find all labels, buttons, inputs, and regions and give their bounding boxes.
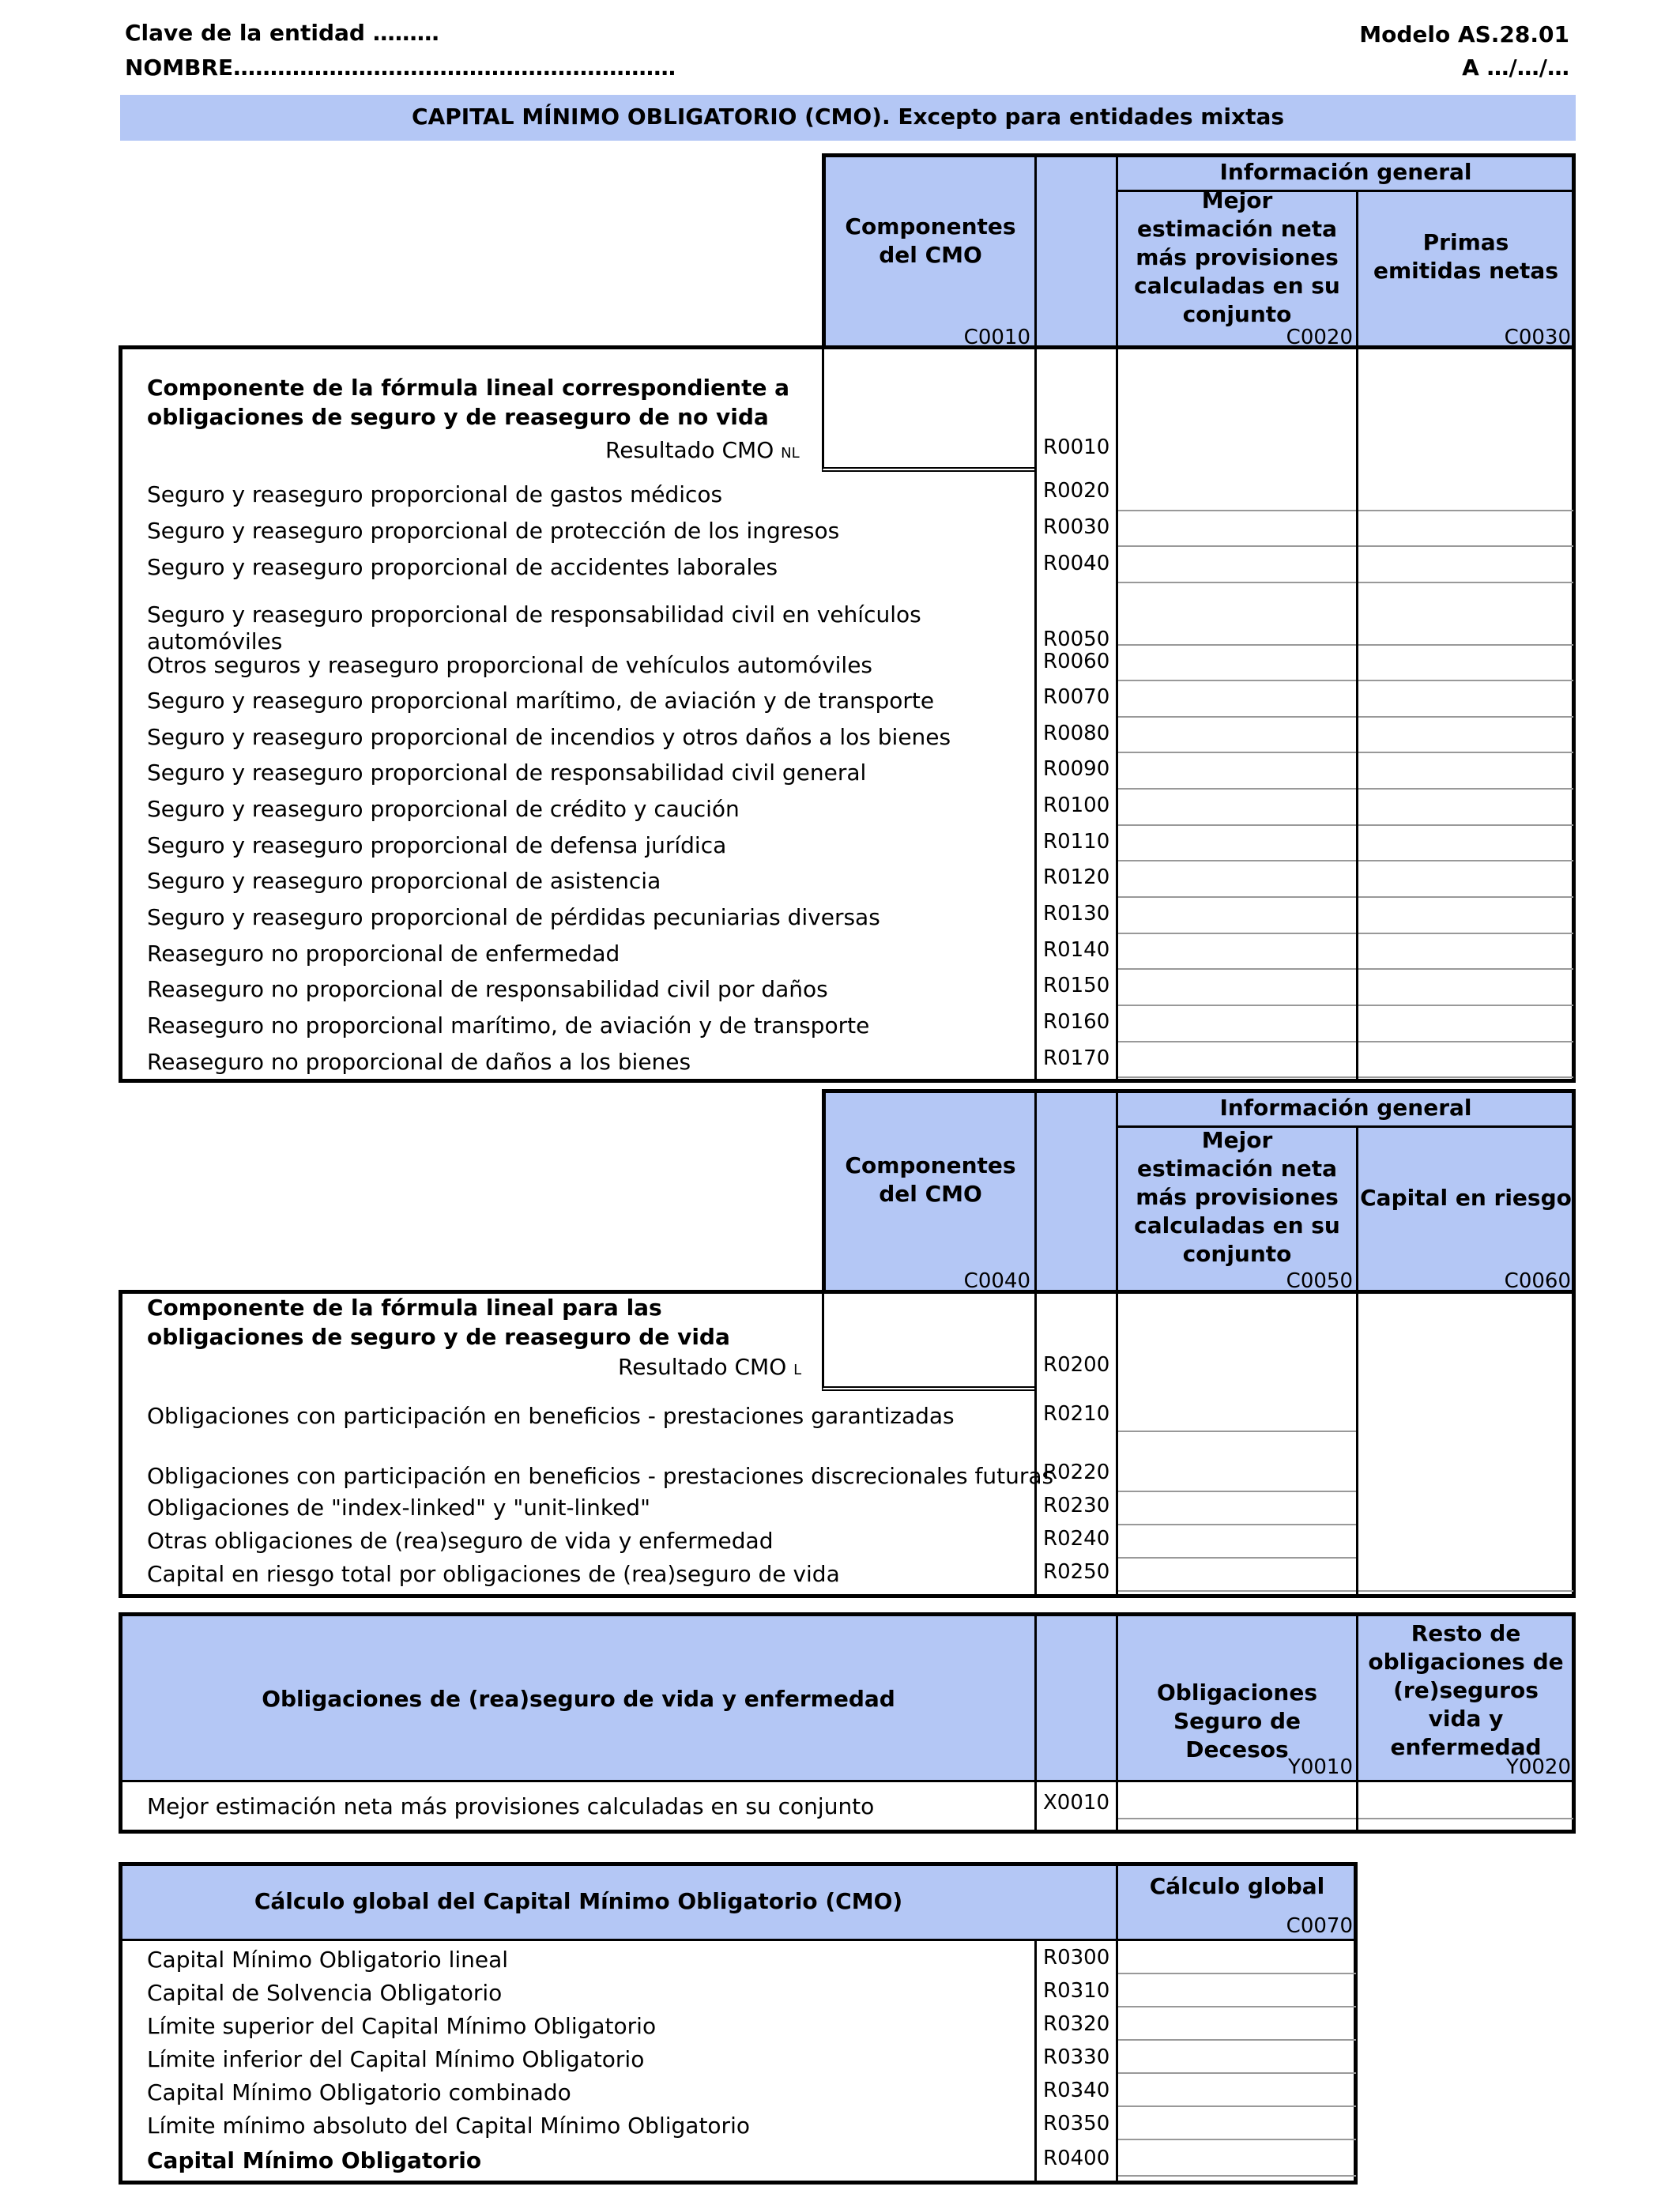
row-code: R0330 bbox=[1043, 2045, 1110, 2069]
input-cell-r0060-c0030[interactable] bbox=[1358, 648, 1573, 678]
capital-riesgo-header: Capital en riesgo bbox=[1360, 1185, 1572, 1211]
row-code: R0240 bbox=[1043, 1527, 1110, 1551]
primas-header: Primas emitidas netas bbox=[1373, 229, 1558, 284]
row-label: Seguro y reaseguro proporcional de gastos médicos bbox=[147, 481, 723, 507]
input-cell-r0110-c0020[interactable] bbox=[1118, 828, 1356, 858]
cell-divider bbox=[1358, 716, 1573, 718]
resultado-cmo-l: Resultado CMO L bbox=[618, 1354, 802, 1380]
cell-divider bbox=[1118, 1041, 1356, 1042]
input-cell-r0100-c0020[interactable] bbox=[1118, 793, 1356, 823]
row-code: R0050 bbox=[1043, 628, 1110, 651]
row-label: Seguro y reaseguro proporcional de crédito y caución bbox=[147, 796, 740, 822]
section1-heading: Componente de la fórmula lineal correspondiente a obligaciones de seguro y de reaseguro de no vida bbox=[147, 375, 790, 430]
row-code: R0070 bbox=[1043, 685, 1110, 709]
row-code: X0010 bbox=[1043, 1791, 1109, 1815]
input-cell-r0340-c0070[interactable] bbox=[1118, 2075, 1356, 2104]
row-code: R0350 bbox=[1043, 2112, 1110, 2136]
cell-divider bbox=[1118, 933, 1356, 934]
cell-divider bbox=[1358, 680, 1573, 681]
input-cell-r0250-c0050[interactable] bbox=[1118, 1560, 1356, 1589]
row-code: R0080 bbox=[1043, 722, 1110, 745]
cell-divider bbox=[1118, 896, 1356, 898]
cell-divider bbox=[1118, 2105, 1356, 2107]
col-code-c0020: C0020 bbox=[1286, 326, 1353, 349]
input-cell-r0030-c0030[interactable] bbox=[1358, 514, 1573, 544]
nombre-entidad: NOMBRE…………………………………………………… bbox=[125, 55, 676, 81]
input-cell-r0230-c0050[interactable] bbox=[1118, 1494, 1356, 1522]
cell-divider bbox=[1118, 582, 1356, 583]
input-cell-r0090-c0020[interactable] bbox=[1118, 756, 1356, 786]
row-label-continued: automóviles bbox=[147, 628, 283, 654]
cell-divider bbox=[1118, 2006, 1356, 2007]
input-cell-r0120-c0030[interactable] bbox=[1358, 865, 1573, 895]
row-code: R0310 bbox=[1043, 1979, 1110, 2003]
cell-divider bbox=[1118, 2039, 1356, 2041]
fecha-label: A …/…/… bbox=[1462, 55, 1569, 81]
input-cell-r0050-c0020[interactable] bbox=[1118, 613, 1356, 643]
cell-divider bbox=[1118, 968, 1356, 970]
row-label: Reaseguro no proporcional de responsabilidad civil por daños bbox=[147, 976, 828, 1002]
cell-divider bbox=[1118, 752, 1356, 753]
row-label: Obligaciones con participación en beneficios - prestaciones garantizadas bbox=[147, 1403, 955, 1429]
row-code: R0150 bbox=[1043, 974, 1110, 997]
row-code: R0210 bbox=[1043, 1402, 1110, 1426]
input-cell-r0350-c0070[interactable] bbox=[1118, 2109, 1356, 2137]
row-label: Reaseguro no proporcional de enfermedad bbox=[147, 941, 620, 967]
input-cell-r0120-c0020[interactable] bbox=[1118, 865, 1356, 895]
row-code: R0020 bbox=[1043, 479, 1110, 503]
input-cell-r0070-c0030[interactable] bbox=[1358, 684, 1573, 714]
cell-divider bbox=[1118, 2139, 1356, 2140]
cell-divider bbox=[1118, 716, 1356, 718]
cell-divider bbox=[1358, 752, 1573, 753]
resto-header: Resto de obligaciones de (re)seguros vida y enfermedad bbox=[1368, 1620, 1564, 1760]
mejor-estimacion-header: Mejor estimación neta más provisiones calculadas en su conjunto bbox=[1134, 187, 1340, 327]
col-code-c0040: C0040 bbox=[963, 1269, 1030, 1293]
page-title: CAPITAL MÍNIMO OBLIGATORIO (CMO). Excepto para entidades mixtas bbox=[411, 104, 1285, 130]
row-code: R0170 bbox=[1043, 1046, 1110, 1070]
input-cell-r0400-c0070[interactable] bbox=[1118, 2145, 1356, 2173]
row-label: Obligaciones con participación en beneficios - prestaciones discrecionales futuras bbox=[147, 1463, 1054, 1489]
row-code: R0140 bbox=[1043, 938, 1110, 962]
input-cell-r0310-c0070[interactable] bbox=[1118, 1976, 1356, 2004]
input-cell-r0140-c0020[interactable] bbox=[1118, 937, 1356, 967]
input-cell-r0030-c0020[interactable] bbox=[1118, 514, 1356, 544]
clave-entidad: Clave de la entidad ……… bbox=[125, 20, 439, 46]
row-code: R0400 bbox=[1043, 2147, 1110, 2170]
input-cell-r0050-c0030[interactable] bbox=[1358, 613, 1573, 643]
row-code: R0030 bbox=[1043, 515, 1110, 539]
calculo-global-header: Cálculo global bbox=[1149, 1873, 1325, 1899]
cell-divider bbox=[1118, 860, 1356, 861]
input-cell-r0110-c0030[interactable] bbox=[1358, 828, 1573, 858]
componentes-header: Componentes del CMO bbox=[845, 213, 1016, 268]
row-code: R0230 bbox=[1043, 1494, 1110, 1517]
input-cell-r0130-c0030[interactable] bbox=[1358, 901, 1573, 931]
row-label: Mejor estimación neta más provisiones calculadas en su conjunto bbox=[147, 1793, 875, 1819]
input-cell-r0170-c0020[interactable] bbox=[1118, 1045, 1356, 1075]
input-cell-r0020-c0020[interactable] bbox=[1118, 478, 1356, 508]
cell-divider bbox=[1118, 788, 1356, 790]
row-label: Seguro y reaseguro proporcional de responsabilidad civil en vehículos bbox=[147, 601, 921, 628]
row-code: R0010 bbox=[1043, 435, 1110, 459]
input-cell-r0170-c0030[interactable] bbox=[1358, 1045, 1573, 1075]
input-cell-r0150-c0020[interactable] bbox=[1118, 973, 1356, 1003]
cell-divider bbox=[1118, 1557, 1356, 1559]
cell-divider bbox=[1118, 644, 1356, 646]
row-code: R0130 bbox=[1043, 902, 1110, 925]
row-label: Capital de Solvencia Obligatorio bbox=[147, 1980, 503, 2006]
input-cell-r0200-c0040[interactable] bbox=[824, 1295, 1034, 1388]
cell-divider bbox=[1358, 1005, 1573, 1006]
input-cell-r0080-c0030[interactable] bbox=[1358, 720, 1573, 750]
cell-divider bbox=[1358, 1076, 1573, 1078]
input-cell-r0160-c0030[interactable] bbox=[1358, 1009, 1573, 1039]
cell-divider bbox=[1118, 1431, 1356, 1432]
row-label: Reaseguro no proporcional de daños a los bienes bbox=[147, 1049, 691, 1075]
row-code: R0300 bbox=[1043, 1946, 1110, 1970]
row-label: Seguro y reaseguro proporcional de defensa jurídica bbox=[147, 832, 727, 858]
row-label: Seguro y reaseguro proporcional de responsabilidad civil general bbox=[147, 760, 867, 786]
col-code-c0030: C0030 bbox=[1504, 326, 1571, 349]
row-code: R0040 bbox=[1043, 552, 1110, 575]
modelo-label: Modelo AS.28.01 bbox=[1359, 21, 1569, 47]
cell-divider bbox=[1118, 1076, 1356, 1078]
cell-divider bbox=[1358, 824, 1573, 826]
cell-divider bbox=[1118, 1005, 1356, 1006]
info-general-header: Información general bbox=[1219, 1095, 1472, 1121]
input-cell-r0080-c0020[interactable] bbox=[1118, 720, 1356, 750]
cell-divider bbox=[1118, 1491, 1356, 1492]
input-cell-r0300-c0070[interactable] bbox=[1118, 1943, 1356, 1971]
row-label: Otras obligaciones de (rea)seguro de vida y enfermedad bbox=[147, 1528, 774, 1554]
input-cell-r0150-c0030[interactable] bbox=[1358, 973, 1573, 1003]
col-code-y0020: Y0020 bbox=[1505, 1755, 1571, 1779]
row-code: R0110 bbox=[1043, 830, 1110, 854]
row-code: R0160 bbox=[1043, 1010, 1110, 1034]
cell-divider bbox=[1358, 644, 1573, 646]
cell-divider bbox=[1118, 2175, 1356, 2177]
cell-divider bbox=[1358, 968, 1573, 970]
input-cell-r0220-c0050[interactable] bbox=[1118, 1461, 1356, 1489]
resultado-cmo-nl: Resultado CMO NL bbox=[605, 437, 800, 463]
input-cell-r0040-c0030[interactable] bbox=[1358, 550, 1573, 580]
cell-divider bbox=[1118, 545, 1356, 547]
input-cell-r0090-c0030[interactable] bbox=[1358, 756, 1573, 786]
decesos-header: Obligaciones Seguro de Decesos bbox=[1157, 1679, 1317, 1762]
input-cell-r0020-c0030[interactable] bbox=[1358, 478, 1573, 508]
cell-divider bbox=[1358, 1590, 1573, 1592]
input-cell-r0070-c0020[interactable] bbox=[1118, 684, 1356, 714]
row-code: R0090 bbox=[1043, 757, 1110, 781]
row-label: Límite inferior del Capital Mínimo Obligatorio bbox=[147, 2046, 645, 2072]
input-cell-r0010-c0010[interactable] bbox=[824, 349, 1034, 468]
row-code: R0120 bbox=[1043, 865, 1110, 889]
row-label: Seguro y reaseguro proporcional de asistencia bbox=[147, 868, 661, 894]
cell-divider bbox=[1118, 824, 1356, 826]
row-code: R0200 bbox=[1043, 1353, 1110, 1377]
row-code: R0340 bbox=[1043, 2079, 1110, 2102]
cell-divider bbox=[1358, 582, 1573, 583]
input-cell-x0010-y0020[interactable] bbox=[1358, 1785, 1573, 1816]
input-cell-r0100-c0030[interactable] bbox=[1358, 793, 1573, 823]
col-code-y0010: Y0010 bbox=[1287, 1755, 1353, 1779]
cell-divider bbox=[1358, 933, 1573, 934]
section3-heading: Obligaciones de (rea)seguro de vida y enfermedad bbox=[262, 1686, 895, 1712]
cell-divider bbox=[1358, 788, 1573, 790]
mejor-estimacion-header: Mejor estimación neta más provisiones calculadas en su conjunto bbox=[1134, 1127, 1340, 1267]
input-cell-r0040-c0020[interactable] bbox=[1118, 550, 1356, 580]
cell-divider bbox=[1358, 896, 1573, 898]
row-label: Obligaciones de "index-linked" y "unit-linked" bbox=[147, 1495, 650, 1521]
section4-heading: Cálculo global del Capital Mínimo Obligatorio (CMO) bbox=[254, 1888, 903, 1914]
cell-divider bbox=[1118, 510, 1356, 511]
row-label: Límite mínimo absoluto del Capital Mínimo Obligatorio bbox=[147, 2113, 750, 2139]
row-code: R0100 bbox=[1043, 794, 1110, 817]
row-label: Reaseguro no proporcional marítimo, de aviación y de transporte bbox=[147, 1012, 870, 1039]
input-cell-r0250-c0060[interactable] bbox=[1358, 1296, 1573, 1589]
input-cell-r0130-c0020[interactable] bbox=[1118, 901, 1356, 931]
input-cell-r0320-c0070[interactable] bbox=[1118, 2009, 1356, 2038]
col-code-c0060: C0060 bbox=[1504, 1269, 1571, 1293]
section2-heading: Componente de la fórmula lineal para las obligaciones de seguro y de reaseguro de vida bbox=[147, 1295, 730, 1350]
input-cell-r0060-c0020[interactable] bbox=[1118, 648, 1356, 678]
cell-divider bbox=[1118, 1973, 1356, 1974]
row-label: Seguro y reaseguro proporcional de accidentes laborales bbox=[147, 554, 778, 580]
row-label: Límite superior del Capital Mínimo Obligatorio bbox=[147, 2013, 657, 2039]
componentes-header: Componentes del CMO bbox=[845, 1152, 1016, 1207]
cell-divider bbox=[1358, 860, 1573, 861]
info-general-header: Información general bbox=[1219, 159, 1472, 185]
row-label: Capital en riesgo total por obligaciones de (rea)seguro de vida bbox=[147, 1561, 840, 1587]
row-label: Seguro y reaseguro proporcional de pérdidas pecuniarias diversas bbox=[147, 904, 880, 930]
row-label: Seguro y reaseguro proporcional de protección de los ingresos bbox=[147, 518, 840, 544]
row-code: R0060 bbox=[1043, 650, 1110, 673]
row-code: R0220 bbox=[1043, 1461, 1110, 1484]
input-cell-r0330-c0070[interactable] bbox=[1118, 2042, 1356, 2071]
row-label: Seguro y reaseguro proporcional de incendios y otros daños a los bienes bbox=[147, 724, 951, 750]
row-label: Capital Mínimo Obligatorio bbox=[147, 2147, 482, 2173]
cell-divider bbox=[1118, 1524, 1356, 1525]
cell-divider bbox=[1118, 2072, 1356, 2074]
input-cell-r0240-c0050[interactable] bbox=[1118, 1527, 1356, 1555]
row-label: Otros seguros y reaseguro proporcional de vehículos automóviles bbox=[147, 652, 873, 678]
row-code: R0320 bbox=[1043, 2012, 1110, 2036]
row-code: R0250 bbox=[1043, 1560, 1110, 1584]
col-code-c0070: C0070 bbox=[1286, 1914, 1353, 1938]
cell-divider bbox=[1358, 510, 1573, 511]
input-cell-r0160-c0020[interactable] bbox=[1118, 1009, 1356, 1039]
cell-divider bbox=[1118, 1590, 1356, 1592]
cell-divider bbox=[1118, 680, 1356, 681]
input-cell-r0210-c0050[interactable] bbox=[1118, 1400, 1356, 1429]
cell-divider bbox=[1358, 545, 1573, 547]
input-cell-r0140-c0030[interactable] bbox=[1358, 937, 1573, 967]
row-label: Capital Mínimo Obligatorio combinado bbox=[147, 2079, 571, 2105]
cell-divider bbox=[1358, 1041, 1573, 1042]
row-label: Seguro y reaseguro proporcional marítimo, de aviación y de transporte bbox=[147, 688, 935, 714]
col-code-c0010: C0010 bbox=[963, 326, 1030, 349]
col-code-c0050: C0050 bbox=[1286, 1269, 1353, 1293]
input-cell-x0010-y0010[interactable] bbox=[1118, 1785, 1356, 1816]
row-label: Capital Mínimo Obligatorio lineal bbox=[147, 1947, 509, 1973]
